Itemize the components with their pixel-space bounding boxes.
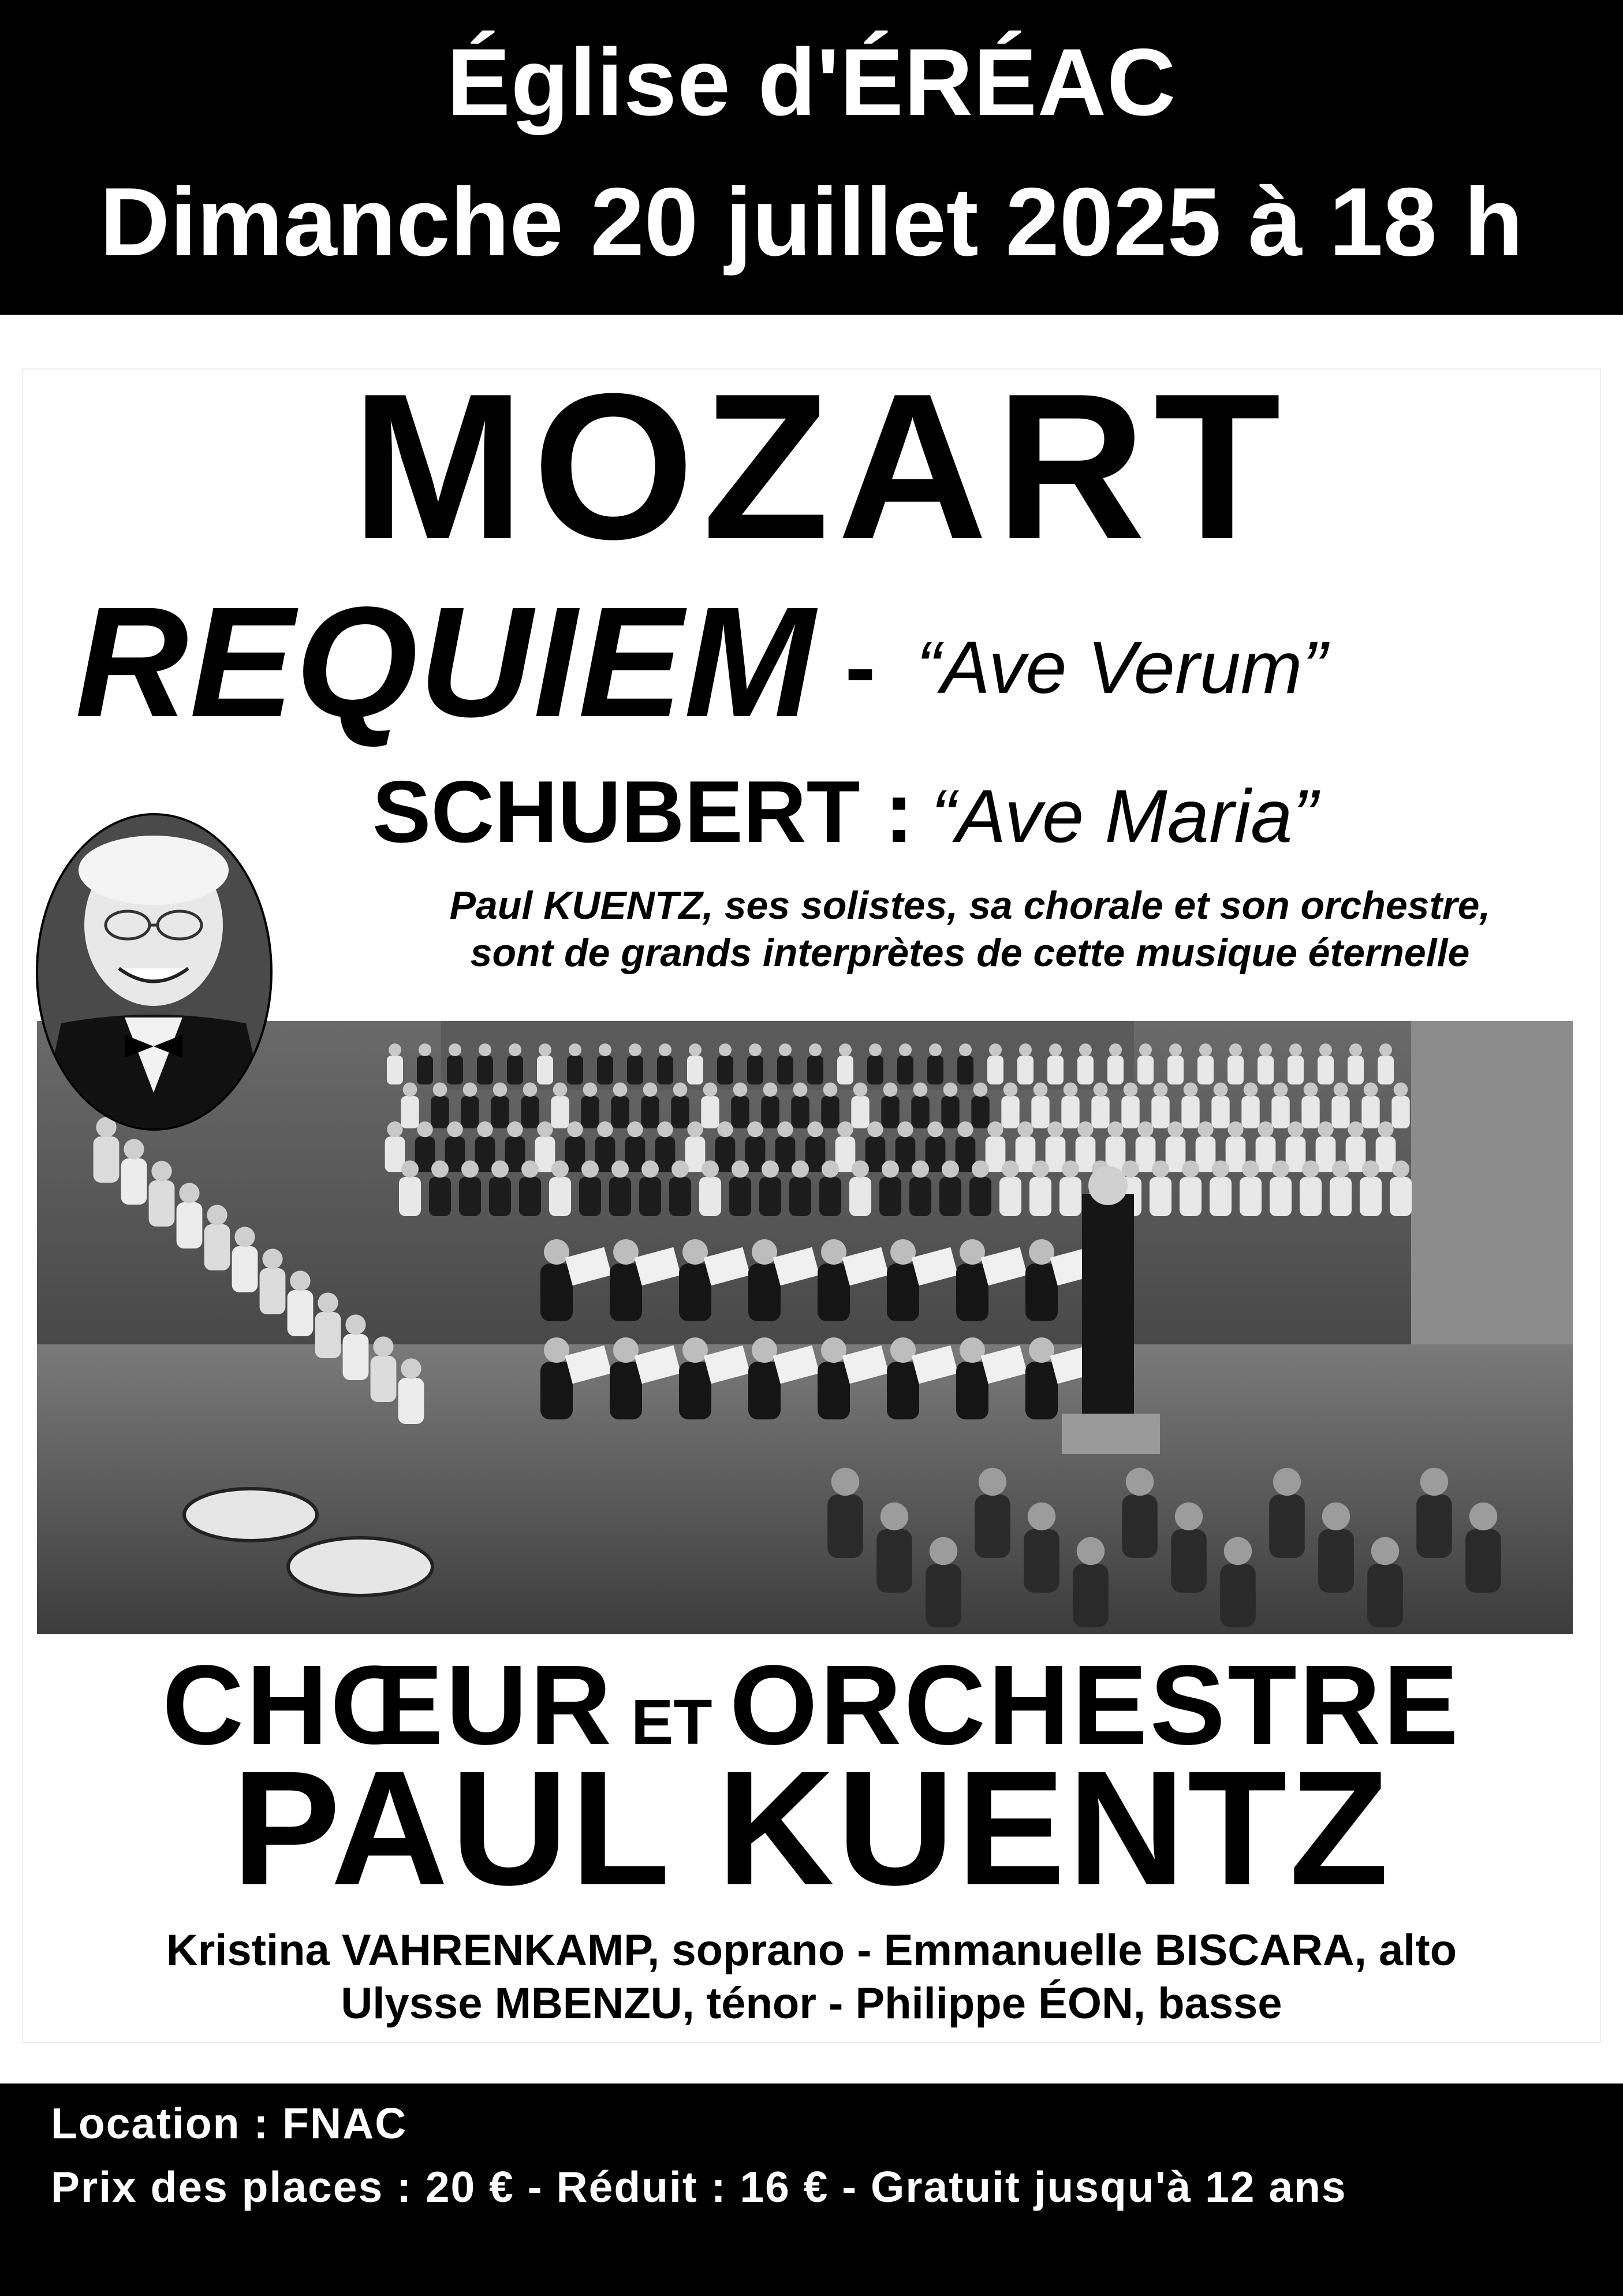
- orchestra-word: ORCHESTRE: [729, 1642, 1461, 1768]
- work-requiem: REQUIEM: [75, 574, 816, 750]
- connector-word: ET: [631, 1687, 712, 1758]
- ticket-prices: Prix des places : 20 € - Réduit : 16 € - Gratuit jusqu'à 12 ans: [51, 2163, 1347, 2211]
- work-separator: -: [845, 615, 876, 718]
- concert-photo-illustration: [37, 1021, 1573, 1634]
- concert-date: Dimanche 20 juillet 2025 à 18 h: [99, 167, 1524, 276]
- second-composer: SCHUBERT :: [372, 763, 914, 861]
- venue-title: Église d'ÉRÉAC: [446, 29, 1177, 135]
- choir-word: CHŒUR: [162, 1642, 614, 1768]
- concert-photo: [37, 1021, 1573, 1634]
- tagline-line-2: sont de grands interprètes de cette musique éternelle: [470, 931, 1470, 975]
- conductor-portrait: [36, 813, 273, 1131]
- soloists-line-1: Kristina VAHRENKAMP, soprano - Emmanuelle BISCARA, alto: [166, 1926, 1457, 1975]
- soloists-line-2: Ulysse MBENZU, ténor - Philippe ÉON, basse: [341, 1979, 1282, 2028]
- main-work-line: [75, 574, 1327, 750]
- work-ave-verum: “Ave Verum”: [916, 627, 1327, 709]
- second-work-line: [372, 763, 1318, 861]
- conductor-portrait-illustration: [38, 815, 270, 1128]
- ticket-location: Location : FNAC: [51, 2099, 408, 2148]
- director-name: PAUL KUENTZ: [232, 1737, 1391, 1919]
- header-band: [0, 0, 1623, 315]
- work-ave-maria: “Ave Maria”: [931, 774, 1318, 858]
- composer-name: MOZART: [351, 351, 1289, 583]
- tagline-line-1: Paul KUENTZ, ses solistes, sa chorale et son orchestre,: [449, 884, 1491, 927]
